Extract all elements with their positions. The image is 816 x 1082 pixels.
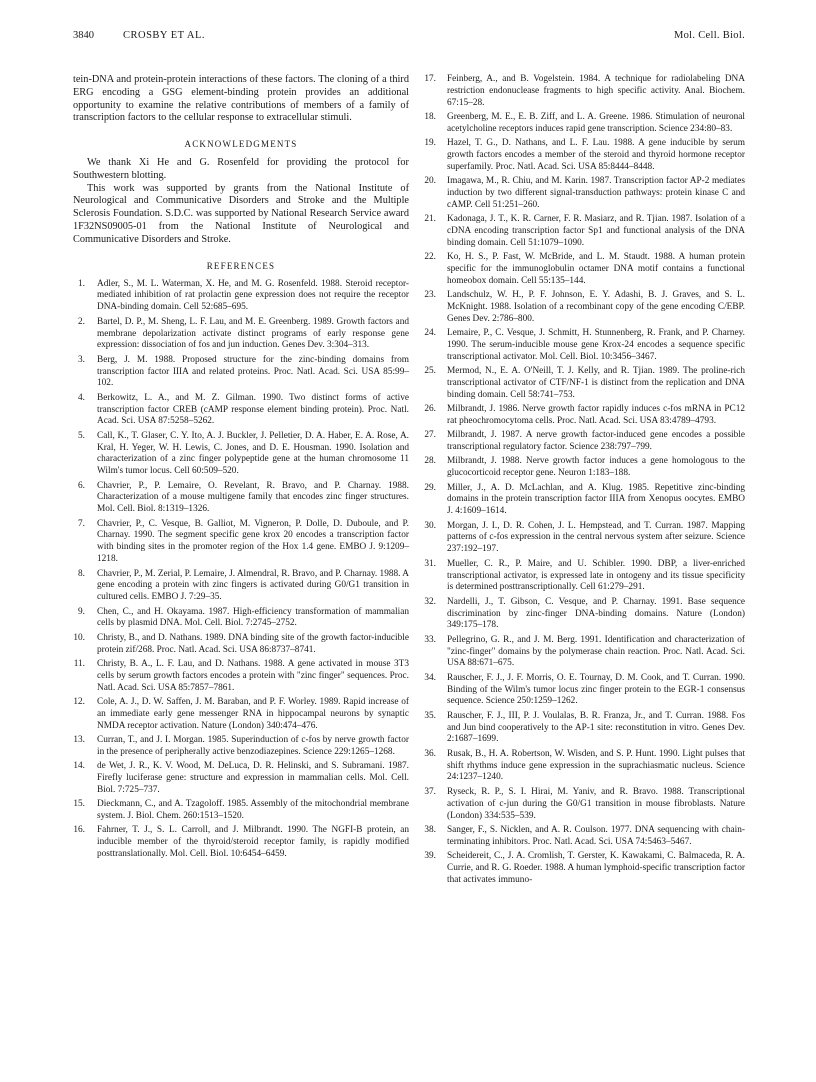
reference-text: Christy, B. A., L. F. Lau, and D. Nathans. 1988. A gene activated in mouse 3T3 cells by serum growth factors encodes a protein with "zinc finger" sequences. Proc. Natl. Acad. Sci. USA 85:7857–7861. [97, 658, 409, 693]
reference-number: 18. [424, 112, 436, 123]
reference-number: 17. [424, 74, 436, 84]
reference-text: Christy, B., and D. Nathans. 1989. DNA binding site of the growth factor-inducible protein zif/268. Proc. Natl. Acad. Sci. USA 86:8737–8741. [97, 632, 409, 655]
reference-item [424, 252, 745, 288]
reference-text: de Wet, J. R., K. V. Wood, M. DeLuca, D. R. Helinski, and S. Subramani. 1987. Firefly luciferase gene: structure and expression in mammalian cells. Mol. Cell. Biol. 7:725–737. [97, 760, 409, 795]
reference-item [424, 851, 745, 887]
reference-text: Curran, T., and J. I. Morgan. 1985. Superinduction of c-fos by nerve growth factor in the presence of peripherally active benzodiazepines. Science 229:1265–1268. [97, 734, 409, 757]
reference-number: 36. [424, 748, 436, 759]
reference-text: Pellegrino, G. R., and J. M. Berg. 1991. Identification and characterization of "zinc-finger" domains by the polymerase chain reaction. Proc. Natl. Acad. Sci. USA 88:671–675. [447, 634, 745, 669]
reference-text: Chavrier, P., P. Lemaire, O. Revelant, R. Bravo, and P. Charnay. 1988. Characterization of a mouse multigene family that encodes zinc finger structures. Mol. Cell. Biol. 8:1319–1326. [97, 480, 409, 515]
reference-number: 12. [73, 696, 85, 707]
reference-number: 23. [424, 290, 436, 301]
reference-number: 29. [424, 482, 436, 493]
reference-number: 20. [424, 176, 436, 187]
page-header [73, 30, 745, 46]
reference-item [424, 559, 745, 595]
reference-item [73, 355, 409, 391]
reference-number: 4. [78, 392, 85, 403]
reference-number: 33. [424, 634, 436, 645]
reference-text: Scheidereit, C., J. A. Cromlish, T. Gerster, K. Kawakami, C. Balmaceda, R. A. Currie, and R. G. Roeder. 1988. A human lymphoid-specific transcription factor that activates immuno- [447, 850, 745, 885]
reference-text: Sanger, F., S. Nicklen, and A. R. Coulson. 1977. DNA sequencing with chain-terminating inhibitors. Proc. Natl. Acad. Sci. USA 74:5463–5467. [447, 824, 745, 847]
reference-text: Rusak, B., H. A. Robertson, W. Wisden, and S. P. Hunt. 1990. Light pulses that shift rhythms induce gene expression in the suprachiasmatic nucleus. Science 24:1237–1240. [447, 748, 745, 783]
reference-number: 35. [424, 710, 436, 721]
reference-number: 14. [73, 760, 85, 771]
reference-item [424, 635, 745, 671]
reference-text: Chavrier, P., M. Zerial, P. Lemaire, J. Almendral, R. Bravo, and P. Charnay. 1988. A gene encoding a protein with zinc fingers is activated during G0/G1 transition in cultured cells. EMBO J. 7:29–35. [97, 568, 409, 603]
reference-number: 38. [424, 824, 436, 835]
reference-text: Mueller, C. R., P. Maire, and U. Schibler. 1990. DBP, a liver-enriched transcriptional activator, is expressed late in ontogeny and its tissue specificity is determined posttranscriptionally. Cell 61:279–291. [447, 558, 745, 593]
reference-number: 34. [424, 672, 436, 683]
reference-item [73, 607, 409, 631]
reference-number: 13. [73, 734, 85, 745]
reference-item [73, 481, 409, 517]
reference-text: Lemaire, P., C. Vesque, J. Schmitt, H. Stunnenberg, R. Frank, and P. Charney. 1990. The serum-inducible mouse gene Krox-24 encodes a sequence specific transcriptional activator. Mol. Cell. Biol. 10:3456–3467. [447, 328, 745, 363]
reference-item [73, 317, 409, 353]
reference-text: Milbrandt, J. 1986. Nerve growth factor rapidly induces c-fos mRNA in PC12 rat pheochromocytoma cells. Proc. Natl. Acad. Sci. USA 83:4789–4793. [447, 404, 745, 427]
acknowledgment-paragraph: We thank Xi He and G. Rosenfeld for providing the protocol for Southwestern blotting. [73, 157, 409, 181]
reference-text: Mermod, N., E. A. O'Neill, T. J. Kelly, and R. Tjian. 1989. The proline-rich transcriptional activator of CTF/NF-1 is distinct from the replication and DNA binding domain. Cell 58:741–753. [447, 366, 745, 401]
reference-text: Feinberg, A., and B. Vogelstein. 1984. A technique for radiolabeling DNA restriction endonuclease fragments to high specific activity. Anal. Biochem. 67:15–28. [447, 74, 745, 108]
reference-item [424, 787, 745, 823]
reference-list-right [424, 74, 745, 887]
reference-text: Berkowitz, L. A., and M. Z. Gilman. 1990. Two distinct forms of active transcription factor CREB (cAMP response element binding protein). Proc. Natl. Acad. Sci. USA 87:5258–5262. [97, 392, 409, 427]
reference-number: 27. [424, 430, 436, 441]
reference-item [424, 112, 745, 136]
reference-item [73, 659, 409, 695]
running-authors: CROSBY ET AL. [123, 30, 206, 41]
reference-number: 21. [424, 214, 436, 225]
reference-item [424, 214, 745, 250]
page-number: 3840 [73, 30, 94, 41]
reference-item [424, 521, 745, 557]
acknowledgment-paragraph: This work was supported by grants from the National Institute of Neurological and Communicative Disorders and Stroke and the Multiple Sclerosis Foundation. S.D.C. was supported by National Research Service award 1F32NS09005-01 from the National Institute of Neurological and Communicative Disorders and Stroke. [73, 182, 409, 245]
reference-text: Fahrner, T. J., S. L. Carroll, and J. Milbrandt. 1990. The NGFI-B protein, an inducible member of the thyroid/steroid receptor family, is rapidly modified posttranslationally. Mol. Cell. Biol. 10:6454–6459. [97, 825, 409, 859]
reference-number: 30. [424, 520, 436, 531]
reference-text: Milbrandt, J. 1987. A nerve growth factor-induced gene encodes a possible transcriptional regulatory factor. Science 238:797–799. [447, 430, 745, 453]
reference-item [73, 519, 409, 567]
reference-text: Greenberg, M. E., E. B. Ziff, and L. A. Greene. 1986. Stimulation of neuronal acetylcholine receptors induces rapid gene transcription. Science 234:80–83. [447, 112, 745, 134]
reference-number: 31. [424, 558, 436, 569]
reference-item [73, 633, 409, 657]
journal-name: Mol. Cell. Biol. [673, 30, 745, 41]
reference-text: Ryseck, R. P., S. I. Hirai, M. Yaniv, and R. Bravo. 1988. Transcriptional activation of c-jun during the G0/G1 transition in mouse fibroblasts. Nature (London) 334:535–539. [447, 786, 745, 821]
reference-text: Adler, S., M. L. Waterman, X. He, and M. G. Rosenfeld. 1988. Steroid receptor-mediated inhibition of rat prolactin gene expression does not require the receptor DNA-binding domain. Cell 52:685–695. [97, 278, 409, 313]
reference-number: 26. [424, 404, 436, 415]
reference-item [424, 711, 745, 747]
reference-number: 39. [424, 850, 436, 861]
reference-text: Hazel, T. G., D. Nathans, and L. F. Lau. 1988. A gene inducible by serum growth factors encodes a member of the steroid and thyroid hormone receptor superfamily. Proc. Natl. Acad. Sci. USA 85:8444–8448. [447, 138, 745, 172]
reference-number: 10. [73, 632, 85, 643]
reference-number: 6. [78, 480, 85, 491]
reference-number: 22. [424, 252, 436, 263]
acknowledgments-heading: ACKNOWLEDGMENTS [184, 139, 298, 150]
reference-item [73, 825, 409, 861]
reference-text: Dieckmann, C., and A. Tzagoloff. 1985. Assembly of the mitochondrial membrane system. J. Biol. Chem. 260:1513–1520. [97, 798, 409, 821]
reference-text: Miller, J., A. D. McLachlan, and A. Klug. 1985. Repetitive zinc-binding domains in the protein transcription factor IIIA from Xenopus oocytes. EMBO J. 4:1609–1614. [447, 482, 745, 517]
reference-text: Imagawa, M., R. Chiu, and M. Karin. 1987. Transcription factor AP-2 mediates induction by two different signal-transduction pathways: protein kinase C and cAMP. Cell 51:251–260. [447, 176, 745, 210]
reference-number: 5. [78, 430, 85, 441]
reference-list-left [73, 279, 409, 861]
reference-item [424, 673, 745, 709]
reference-text: Call, K., T. Glaser, C. Y. Ito, A. J. Buckler, J. Pelletier, D. A. Haber, E. A. Rose, A. Kral, H. Yeger, W. H. Lewis, C. Jones, and D. E. Housman. 1990. Isolation and characterization of a zinc finger polypeptide gene at the human chromosome 11 Wilm's tumor locus. Cell 60:509–520. [97, 430, 409, 477]
reference-text: Bartel, D. P., M. Sheng, L. F. Lau, and M. E. Greenberg. 1989. Growth factors and membrane depolarization activate distinct programs of early response gene expression: dissociation of fos and jun induction. Genes Dev. 3:304–313. [97, 316, 409, 351]
reference-text: Chavrier, P., C. Vesque, B. Galliot, M. Vigneron, P. Dolle, D. Duboule, and P. Charnay. 1990. The segment specific gene krox 20 encodes a transcription factor with binding sites in the promoter region of the Hox 1.4 gene. EMBO J. 9:1209–1218. [97, 518, 409, 565]
reference-text: Landschulz, W. H., P. F. Johnson, E. Y. Adashi, B. J. Graves, and S. L. McKnight. 1988. Isolation of a recombinant copy of the gene encoding C/EBP. Genes Dev. 2:786–800. [447, 290, 745, 324]
reference-item [424, 597, 745, 633]
right-column [424, 74, 745, 889]
reference-number: 7. [78, 518, 85, 529]
reference-number: 25. [424, 366, 436, 377]
reference-item [73, 761, 409, 797]
intro-paragraph: tein-DNA and protein-protein interactions of these factors. The cloning of a third ERG encoding a GSG element-binding protein provides an additional opportunity to examine the relative contributions of members of a family of transcription factors to the cellular response to extracellular stimuli. [73, 74, 409, 124]
reference-text: Rauscher, F. J., III, P. J. Voulalas, B. R. Franza, Jr., and T. Curran. 1988. Fos and Jun bind cooperatively to the AP-1 site: reconstitution in vitro. Genes Dev. 2:1687–1699. [447, 710, 745, 745]
reference-text: Nardelli, J., T. Gibson, C. Vesque, and P. Charnay. 1991. Base sequence discrimination by zinc-finger DNA-binding domains. Nature (London) 349:175–178. [447, 596, 745, 631]
reference-text: Morgan, J. I., D. R. Cohen, J. L. Hempstead, and T. Curran. 1987. Mapping patterns of c-fos expression in the central nervous system after seizure. Science 237:192–197. [447, 520, 745, 555]
reference-item [73, 393, 409, 429]
references-heading: REFERENCES [206, 260, 276, 271]
reference-number: 37. [424, 786, 436, 797]
reference-item [424, 176, 745, 212]
reference-number: 28. [424, 456, 436, 467]
reference-item [424, 366, 745, 402]
reference-number: 2. [78, 316, 85, 327]
reference-item [424, 825, 745, 849]
reference-item [424, 138, 745, 174]
reference-text: Berg, J. M. 1988. Proposed structure for the zinc-binding domains from transcription factor IIIA and related proteins. Proc. Natl. Acad. Sci. USA 85:99–102. [97, 354, 409, 389]
reference-item [424, 74, 745, 110]
reference-text: Cole, A. J., D. W. Saffen, J. M. Baraban, and P. F. Worley. 1989. Rapid increase of an immediate early gene messenger RNA in hippocampal neurons by synaptic NMDA receptor activation. Nature (London) 340:474–476. [97, 696, 409, 731]
reference-number: 8. [78, 568, 85, 579]
reference-number: 15. [73, 798, 85, 809]
reference-item [424, 483, 745, 519]
reference-item [424, 328, 745, 364]
reference-text: Milbrandt, J. 1988. Nerve growth factor induces a gene homologous to the glucocorticoid receptor gene. Neuron 1:183–188. [447, 456, 745, 479]
reference-text: Kadonaga, J. T., K. R. Carner, F. R. Masiarz, and R. Tjian. 1987. Isolation of a cDNA encoding transcription factor Sp1 and functional analysis of the DNA binding domain. Cell 51:1079–1090. [447, 214, 745, 248]
reference-number: 9. [78, 606, 85, 617]
reference-item [73, 735, 409, 759]
reference-number: 19. [424, 138, 436, 149]
reference-number: 32. [424, 596, 436, 607]
reference-item [73, 697, 409, 733]
reference-item [424, 404, 745, 428]
reference-item [424, 430, 745, 454]
reference-text: Rauscher, F. J., J. F. Morris, O. E. Tournay, D. M. Cook, and T. Curran. 1990. Binding of the Wilm's tumor locus zinc finger protein to the EGR-1 consensus sequence. Science 250:1259–1262. [447, 672, 745, 707]
reference-number: 11. [73, 658, 85, 669]
reference-text: Chen, C., and H. Okayama. 1987. High-efficiency transformation of mammalian cells by plasmid DNA. Mol. Cell. Biol. 7:2745–2752. [97, 606, 409, 629]
reference-number: 1. [78, 278, 85, 289]
reference-number: 16. [73, 825, 85, 835]
left-column [73, 74, 409, 863]
reference-text: Ko, H. S., P. Fast, W. McBride, and L. M. Staudt. 1988. A human protein specific for the immunoglobulin octamer DNA motif contains a functional homeobox domain. Cell 55:135–144. [447, 252, 745, 286]
reference-number: 24. [424, 328, 436, 339]
reference-item [424, 456, 745, 480]
reference-number: 3. [78, 354, 85, 365]
reference-item [424, 749, 745, 785]
reference-item [73, 279, 409, 315]
reference-item [73, 569, 409, 605]
reference-item [73, 799, 409, 823]
reference-item [73, 431, 409, 479]
reference-item [424, 290, 745, 326]
